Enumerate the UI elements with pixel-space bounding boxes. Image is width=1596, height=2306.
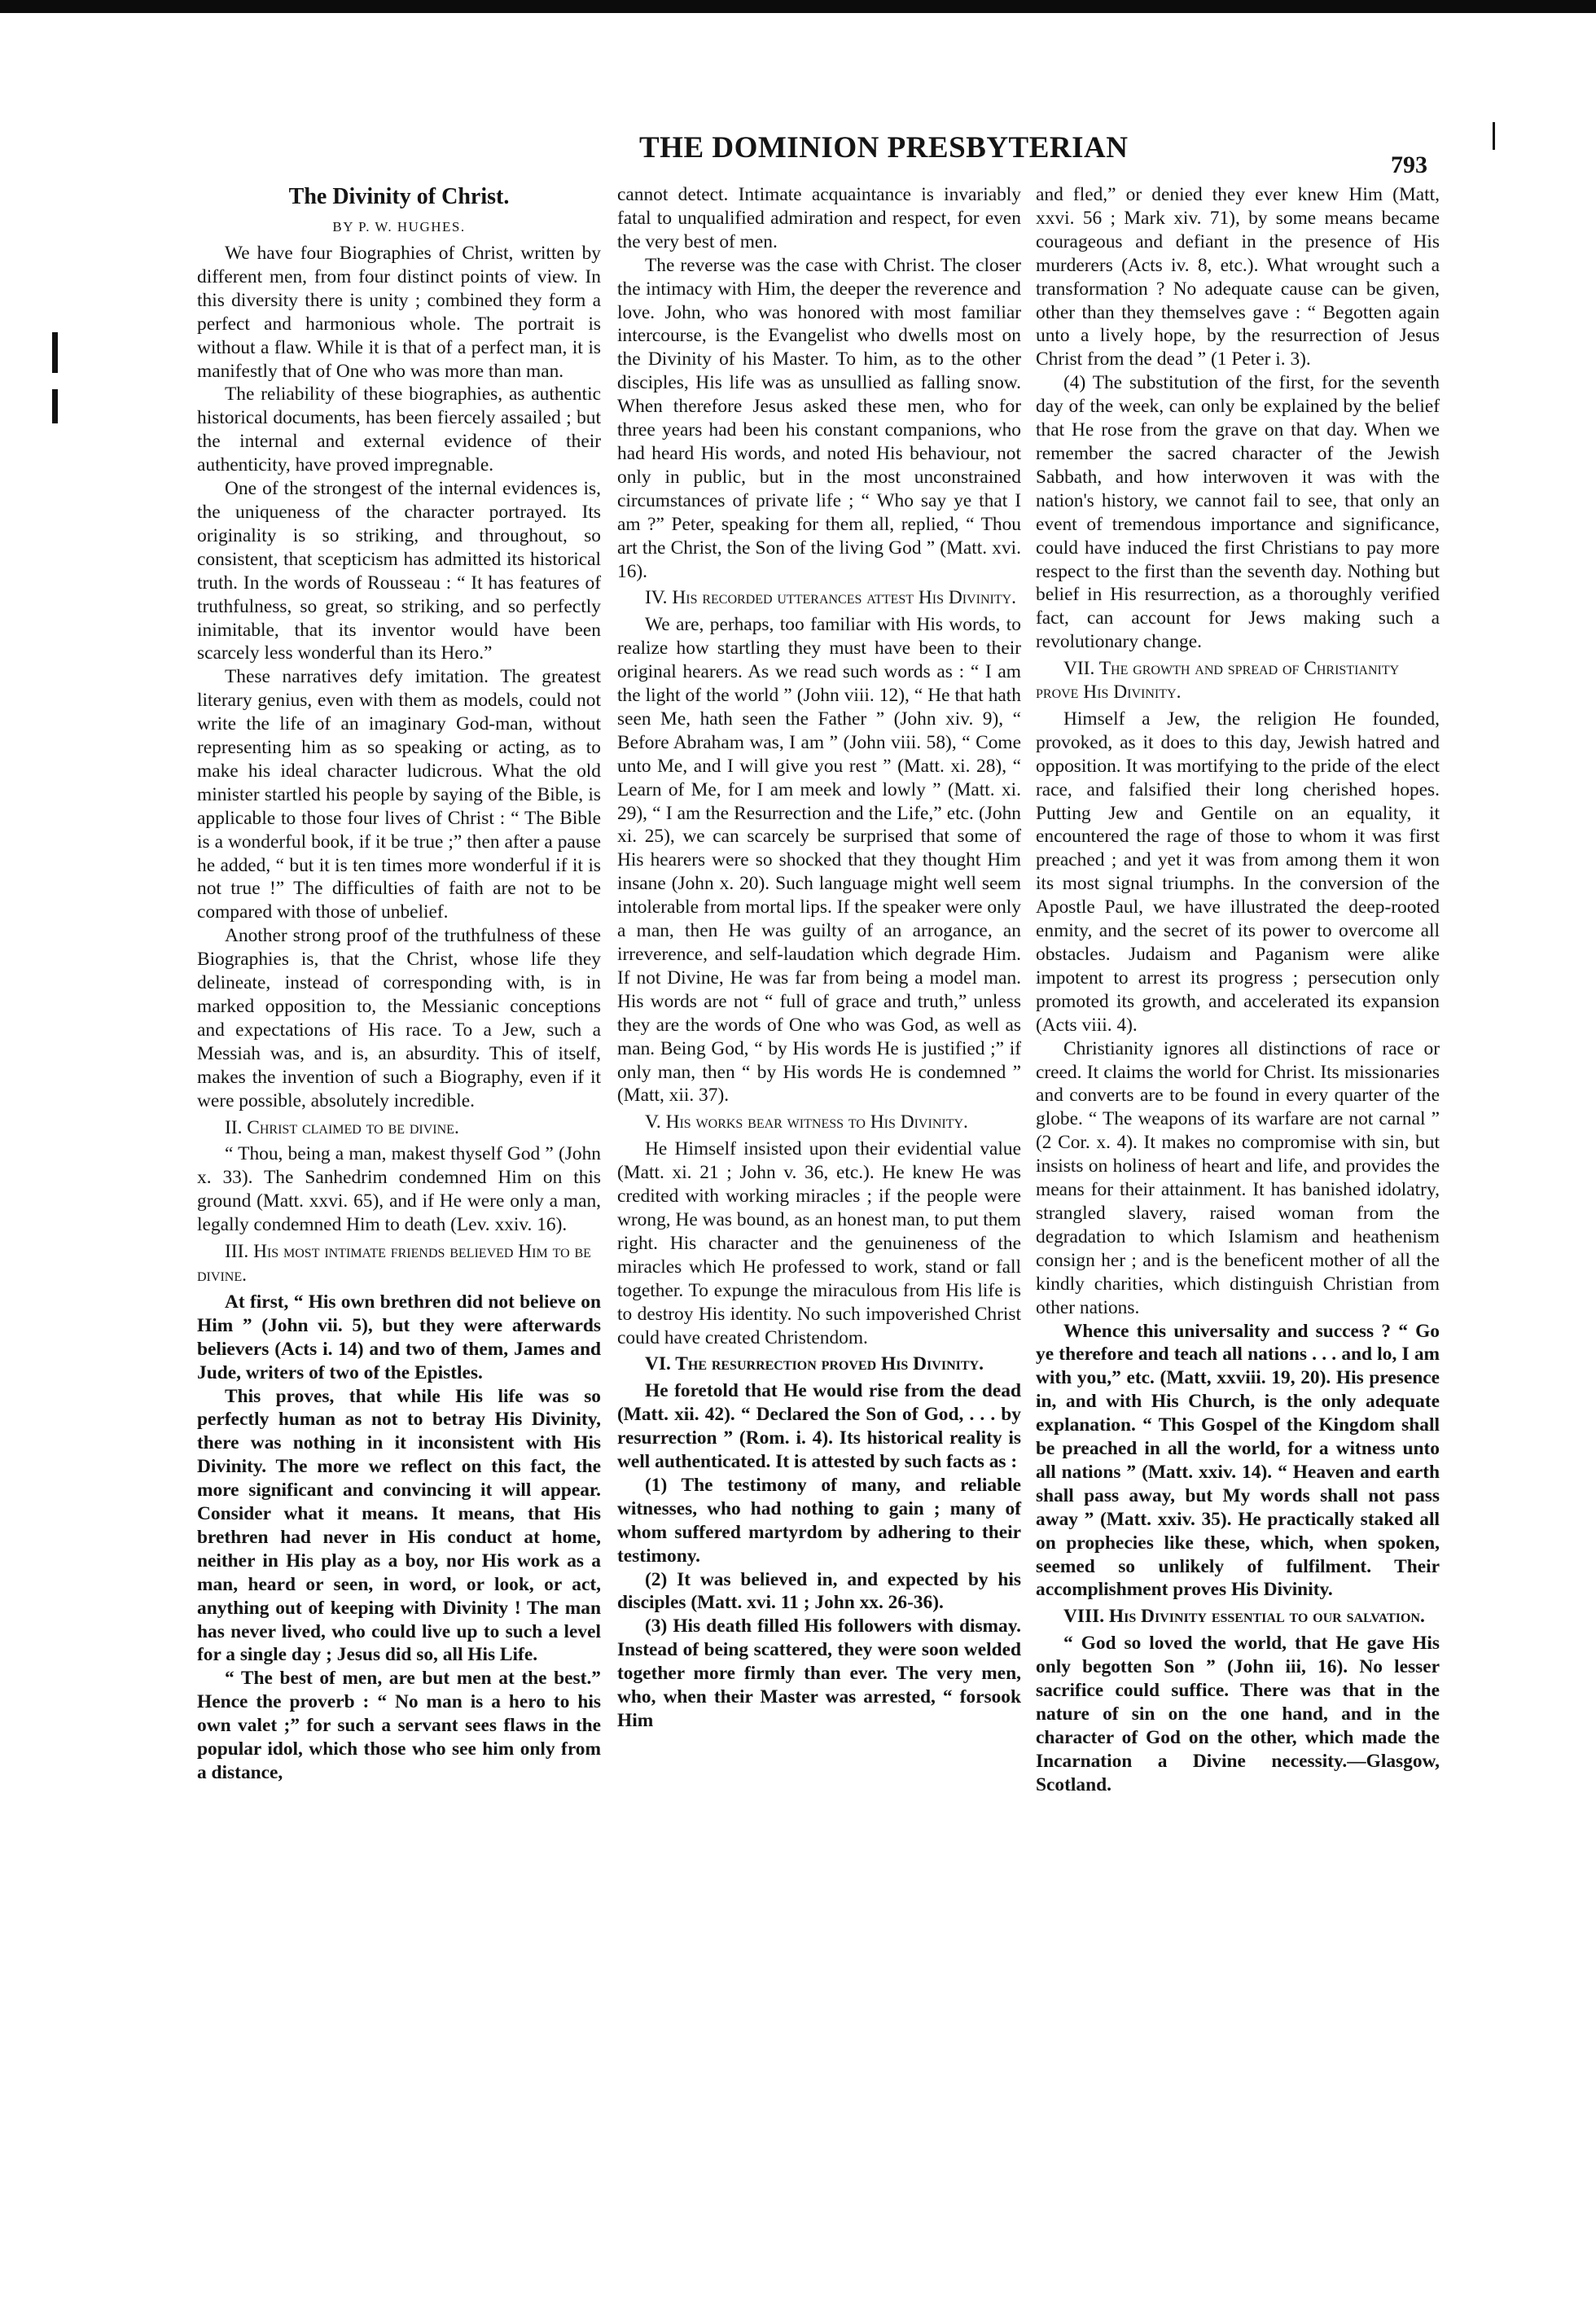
paragraph: At first, “ His own brethren did not believe on Him ” (John vii. 5), but they were afterwards believers (Acts i. 14) and two of them, James and Jude, writers of two of the Epistles.	[197, 1291, 601, 1383]
paragraph: “ The best of men, are but men at the best.” Hence the proverb : “ No man is a hero to his own valet ;” for such a servant sees flaws in the popular idol, which those who see him only from a distance,	[197, 1668, 601, 1783]
section-heading: VI. The resurrection proved His Divinity.	[645, 1353, 984, 1375]
section-heading: II. Christ claimed to be divine.	[225, 1116, 459, 1138]
paragraph: Christianity ignores all distinctions of race or creed. It claims the world for Christ. Its missionaries and converts are to be found in every quarter of the globe. “ The weapons of its warfare are not carnal ” (2 Cor. x. 4). It makes no compromise with sin, but insists on holiness of heart and life, and provides the means for their attainment. It has banished idolatry, strangled slavery, raised woman from the degradation to which Islamism and heathenism consign her ; and is the beneficent mother of all the kindly charities, which distinguish Christian from other nations.	[1036, 1037, 1440, 1318]
paragraph: One of the strongest of the internal evidences is, the uniqueness of the character portrayed. Its originality is so striking, and throughout, so consistent, that scepticism has admitted its historical truth. In the words of Rousseau : “ It has features of truthfulness, so great, so striking, and so perfectly inimitable, that its inventor would have been scarcely less wonderful than its Hero.”	[197, 478, 601, 664]
paragraph: and fled,” or denied they ever knew Him (Matt, xxvi. 56 ; Mark xiv. 71), by some means became courageous and defiant in the presence of His murderers (Acts iv. 8, etc.). What wrought such a transformation ? No adequate cause can be given, other than they themselves gave : “ Begotten again unto a lively hope, by the resurrection of Jesus Christ from the dead ” (1 Peter i. 3).	[1036, 184, 1440, 370]
paragraph: Another strong proof of the truthfulness of these Biographies is, that the Christ, whose life they delineate, instead of corresponding with, is in marked opposition to, the Messianic conceptions and expectations of His race. To a Jew, such a Messiah was, and is, an absurdity. This of itself, makes the invention of such a Biography, even if it were possible, absolutely incredible.	[197, 925, 601, 1111]
section-heading: IV. His recorded utterances attest His Divinity.	[645, 587, 1016, 609]
paragraph: (1) The testimony of many, and reliable witnesses, who had nothing to gain ; many of whom suffered martyrdom by adhering to their testimony.	[617, 1474, 1021, 1567]
paragraph: Himself a Jew, the religion He founded, provoked, as it does to this day, Jewish hatred and opposition. It was mortifying to the pride of the elect race, and falsified their long cherished hopes. Putting Jew and Gentile on an equality, it encountered the rage of those to whom it was first preached ; and yet it was from among them it won its most signal triumphs. In the conversion of the Apostle Paul, we have illustrated the deep-rooted enmity, and the secret of its power to overcome all obstacles. Judaism and Paganism were alike impotent to arrest its progress ; persecution only promoted its growth, and accelerated its expansion (Acts viii. 4).	[1036, 708, 1440, 1036]
paragraph: “ Thou, being a man, makest thyself God ” (John x. 33). The Sanhedrim condemned Him on this ground (Matt. xxvi. 65), and if He were only a man, legally condemned Him to death (Lev. xxiv. 16).	[197, 1143, 601, 1236]
paragraph: We are, perhaps, too familiar with His words, to realize how startling they must have been to their original hearers. As we read such words as : “ I am the light of the world ” (John viii. 12), “ He that hath seen Me, hath seen the Father ” (John xiv. 9), “ Before Abraham was, I am ” (John viii. 58), “ Come unto Me, and I will give you rest ” (Matt. xi. 28), “ Learn of Me, for I am meek and lowly ” (Matt. xi. 29), “ I am the Resurrection and the Life,” etc. (John xi. 25), we can scarcely be surprised that some of His hearers were so shocked that they thought Him insane (John x. 20). Such language might well seem intolerable from mortal lips. If the speaker were only a man, then He was guilty of an arrogance, an irreverence, and self-laudation which degrade Him. If not Divine, He was far from being a model man. His words are not “ full of grace and truth,” unless they are the words of One who was God, as well as man. Being God, “ by His words He is justified ;” if only man, then “ by His words He is condemned ” (Matt, xii. 37).	[617, 614, 1021, 1107]
section-heading: V. His works bear witness to His Divinity.	[645, 1111, 968, 1133]
scan-margin-mark	[52, 389, 58, 423]
scan-margin-mark	[52, 332, 58, 373]
paragraph: cannot detect. Intimate acquaintance is invariably fatal to unqualified admiration and respect, for even the very best of men.	[617, 184, 1021, 252]
paragraph: He Himself insisted upon their evidential value (Matt. xi. 21 ; John v. 36, etc.). He knew He was credited with working miracles ; if the people were wrong, He was bound, as an honest man, to put them right. His character and the genuineness of the miracles which He professed to work, stand or fall together. To expunge the miraculous from His life is to destroy His identity. No such impoverished Christ could have created Christendom.	[617, 1138, 1021, 1348]
scan-top-border	[0, 0, 1596, 13]
column-1	[197, 183, 601, 1785]
paragraph: We have four Biographies of Christ, written by different men, from four distinct points of view. In this diversity there is unity ; combined they form a perfect and harmonious whole. The portrait is without a flaw. While it is that of a perfect man, it is manifestly that of One who was more than man.	[197, 243, 601, 382]
paragraph: (3) His death filled His followers with dismay. Instead of being scattered, they were soon welded together more firmly than ever. The very men, who, when their Master was arrested, “ forsook Him	[617, 1616, 1021, 1731]
column-3	[1036, 183, 1440, 1797]
column-2	[617, 183, 1021, 1733]
running-head: THE DOMINION PRESBYTERIAN	[639, 131, 1129, 164]
section-heading: III. His most intimate friends believed Him to be divine.	[197, 1241, 591, 1286]
paragraph: These narratives defy imitation. The greatest literary genius, even with them as models, could not write the life of an imaginary God-man, without representing him as so speaking or acting, as to make his ideal character ludicrous. What the old minister startled his people by saying of the Bible, is applicable to those four lives of Christ : “ The Bible is a wonderful book, if it be true ;” then after a pause he added, “ but it is ten times more wonderful if it is not true !” The difficulties of faith are not to be compared with those of unbelief.	[197, 666, 601, 923]
section-heading: VIII. His Divinity essential to our salvation.	[1063, 1606, 1425, 1628]
page-number: 793	[1391, 151, 1427, 178]
paragraph: The reliability of these biographies, as authentic historical documents, has been fiercely assailed ; but the internal and external evidence of their authenticity, have proved impregnable.	[197, 384, 601, 476]
paragraph: Whence this universality and success ? “ Go ye therefore and teach all nations . . . and lo, I am with you,” etc. (Matt, xxviii. 19, 20). His presence in, and with His Church, is the only adequate explanation. “ This Gospel of the Kingdom shall be preached in all the world, for a witness unto all nations ” (Matt. xxiv. 14). “ Heaven and earth shall pass away, but My words shall not pass away ” (Matt. xxiv. 35). He practically staked all on prophecies like these, which, when spoken, seemed so unlikely of fulfilment. Their accomplishment proves His Divinity.	[1036, 1320, 1440, 1601]
byline: BY P. W. HUGHES.	[332, 219, 466, 235]
paragraph: He foretold that He would rise from the dead (Matt. xii. 42). “ Declared the Son of God, . . . by resurrection ” (Rom. i. 4). Its historical reality is well authenticated. It is attested by such facts as :	[617, 1380, 1021, 1473]
paragraph: This proves, that while His life was so perfectly human as not to betray His Divinity, there was nothing in it inconsistent with His Divinity. The more we reflect on this fact, the more significant and convincing it will appear. Consider what it means. It means, that His brethren had never in His conduct at home, neither in His play as a boy, nor His work as a man, heard or seen, in word, or look, or act, anything out of keeping with Divinity ! The man has never lived, who could live up to such a level for a single day ; Jesus did so, all His Life.	[197, 1385, 601, 1666]
paragraph: (4) The substitution of the first, for the seventh day of the week, can only be explained by the belief that He rose from the grave on that day. When we remember the sacred character of the Jewish Sabbath, and how interwoven it was with the nation's history, we cannot fail to see, that only an event of tremendous importance and significance, could have induced the first Christians to pay more respect to the first than the seventh day. Nothing but belief in His resurrection, as a thoroughly verified fact, can account for Jews making such a revolutionary change.	[1036, 372, 1440, 653]
article-title: The Divinity of Christ.	[288, 184, 510, 209]
section-heading: VII. The growth and spread of Christianity prove His Divinity.	[1036, 658, 1400, 704]
paragraph: “ God so loved the world, that He gave His only begotten Son ” (John iii, 16). No lesser sacrifice could suffice. There was that in the nature of sin on the one hand, and in the character of God on the other, which made the Incarnation a Divine necessity.—Glasgow, Scotland.	[1036, 1633, 1440, 1795]
paragraph: The reverse was the case with Christ. The closer the intimacy with Him, the deeper the reverence and love. John, who was honored with most familiar intercourse, is the Evangelist who dwells most on the Divinity of his Master. To him, as to the other disciples, His life was as unsullied as falling snow. When therefore Jesus asked these men, who for three years had been his constant companions, who had heard His words, and noted His behaviour, not only in public, but in the most unconstrained circumstances of private life ; “ Who say ye that I am ?” Peter, speaking for them all, replied, “ Thou art the Christ, the Son of the living God ” (Matt. xvi. 16).	[617, 254, 1021, 582]
paragraph: (2) It was believed in, and expected by his disciples (Matt. xvi. 11 ; John xx. 26-36).	[617, 1568, 1021, 1614]
page-header	[0, 130, 1596, 187]
